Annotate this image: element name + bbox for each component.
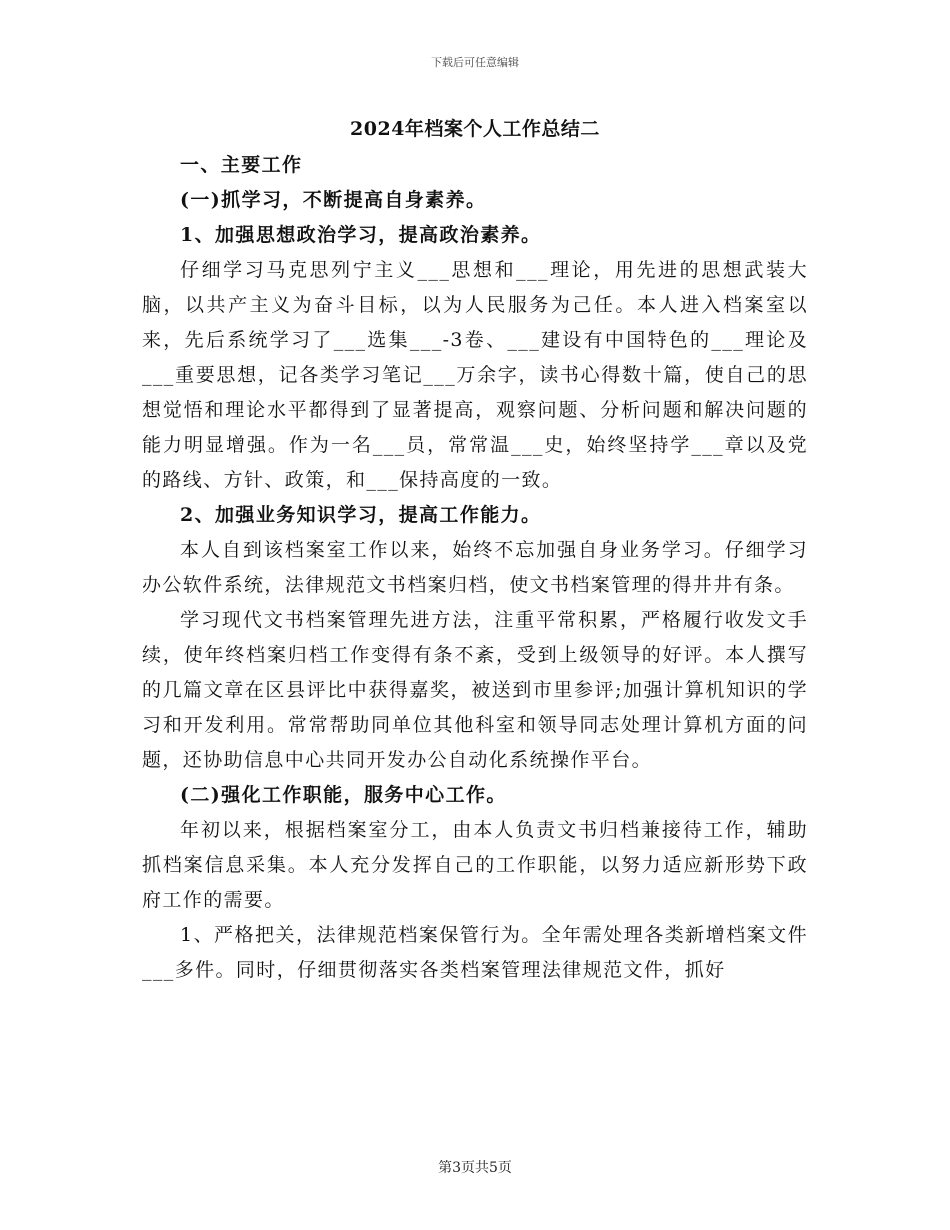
document-title: 2024年档案个人工作总结二 <box>350 118 600 140</box>
paragraph-archive-methods: 学习现代文书档案管理先进方法，注重平常积累，严格履行收发文手续，使年终档案归档工作变得有条不紊，受到上级领导的好评。本人撰写的几篇文章在区县评比中获得嘉奖，被送到市里参评;加强计算机知识的学习和开发利用。常常帮助同单位其他科室和领导同志处理计算机方面的问题，还协助信息中心共同开发办公自动化系统操作平台。 <box>142 609 808 771</box>
paragraph-strict-control: 1、严格把关，法律规范档案保管行为。全年需处理各类新增档案文件___多件。同时，仔细贯彻落实各类档案管理法律规范文件，抓好 <box>142 924 808 981</box>
section-heading-main-work: 一、主要工作 <box>180 154 303 176</box>
item-heading-political-study: 1、加强思想政治学习，提高政治素养。 <box>180 224 542 246</box>
document-body <box>142 148 808 988</box>
header-note: 下载后可任意编辑 <box>431 56 519 69</box>
subsection-heading-functions: (二)强化工作职能，服务中心工作。 <box>180 784 507 806</box>
subsection-heading-study: (一)抓学习，不断提高自身素养。 <box>180 189 487 211</box>
paragraph-political-study: 仔细学习马克思列宁主义___思想和___理论，用先进的思想武装大脑，以共产主义为奋斗目标，以为人民服务为己任。本人进入档案室以来，先后系统学习了___选集___-3卷、___建设有中国特色的___理论及___重要思想，记各类学习笔记___万余字，读书心得数十篇，使自己的思想觉悟和理论水平都得到了显著提高，观察问题、分析问题和解决问题的能力明显增强。作为一名___员，常常温___史，始终坚持学___章以及党的路线、方针、政策，和___保持高度的一致。 <box>142 259 808 491</box>
page-number: 第3页共5页 <box>438 1160 512 1176</box>
paragraph-functions: 年初以来，根据档案室分工，由本人负责文书归档兼接待工作，辅助抓档案信息采集。本人充分发挥自己的工作职能，以努力适应新形势下政府工作的需要。 <box>142 819 808 911</box>
item-heading-business-study: 2、加强业务知识学习，提高工作能力。 <box>180 504 542 526</box>
paragraph-business-study: 本人自到该档案室工作以来，始终不忘加强自身业务学习。仔细学习办公软件系统，法律规范文书档案归档，使文书档案管理的得井井有条。 <box>142 539 808 596</box>
